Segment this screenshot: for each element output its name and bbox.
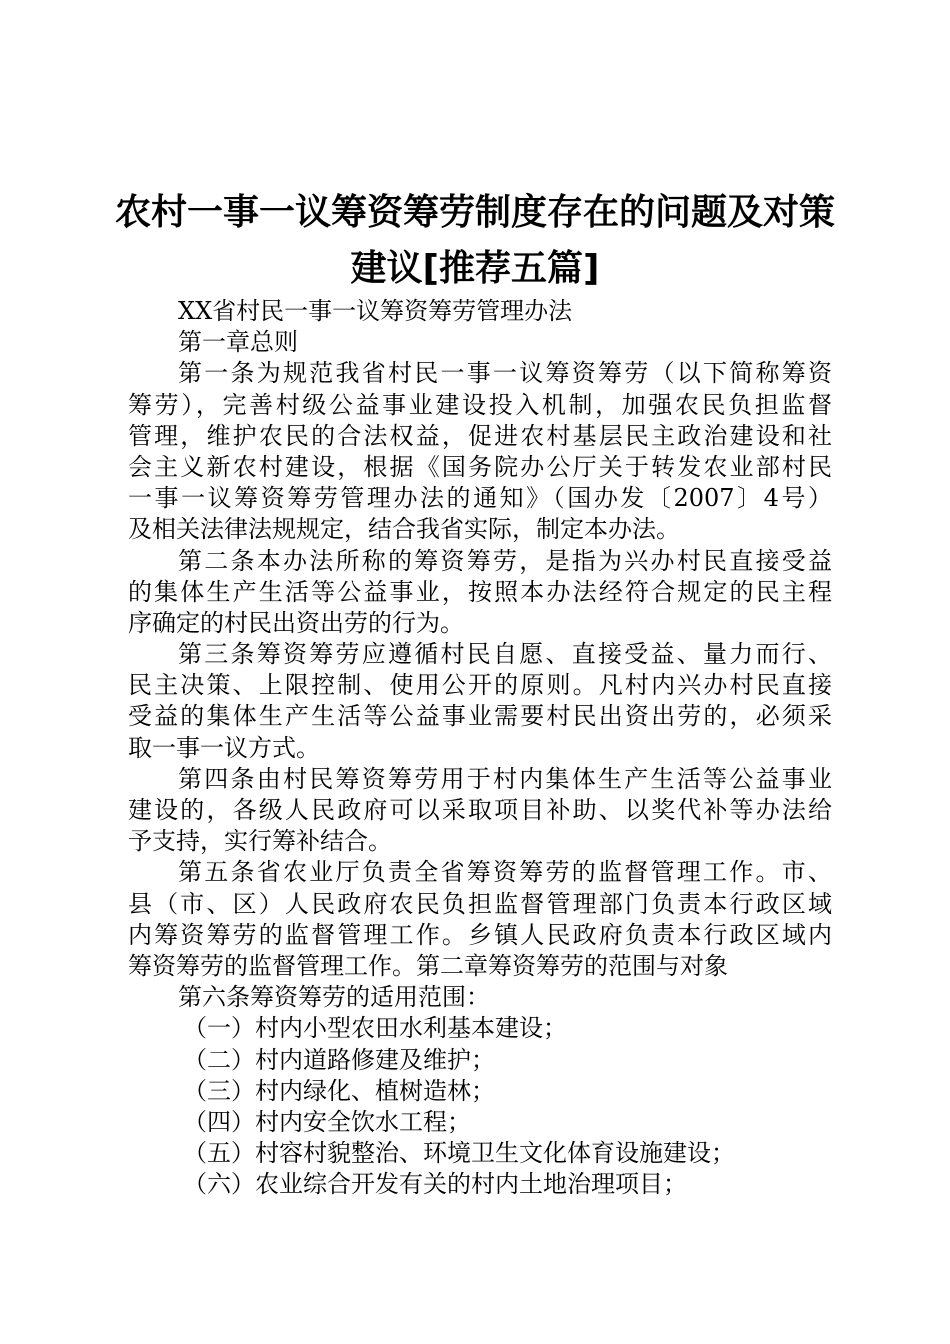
document-body	[128, 296, 832, 1200]
document-title-line-1: 农村一事一议筹资筹劳制度存在的问题及对策	[114, 192, 835, 233]
body-line: XX省村民一事一议筹资筹劳管理办法	[178, 297, 573, 325]
body-line: 一事一议筹资筹劳管理办法的通知》（国办发〔2007〕4号）	[128, 484, 832, 513]
body-line: 第二条本办法所称的筹资筹劳，是指为兴办村民直接受益	[178, 546, 832, 575]
body-line: 序确定的村民出资出劳的行为。	[128, 608, 464, 637]
body-line: 管理，维护农民的合法权益，促进农村基层民主政治建设和社	[128, 421, 832, 450]
body-line: 筹资筹劳的监督管理工作。第二章筹资筹劳的范围与对象	[128, 951, 728, 980]
list-item: （五）村容村貌整治、环境卫生文化体育设施建设；	[183, 1139, 735, 1168]
list-item: （六）农业综合开发有关的村内土地治理项目；	[183, 1170, 687, 1199]
body-line: 取一事一议方式。	[128, 733, 320, 762]
list-item: （一）村内小型农田水利基本建设；	[183, 1014, 567, 1043]
document-title-line-2: 建议[推荐五篇]	[350, 248, 600, 289]
list-item: （四）村内安全饮水工程；	[183, 1107, 471, 1136]
body-line: 予支持，实行筹补结合。	[128, 827, 392, 856]
body-line: 民主决策、上限控制、使用公开的原则。凡村内兴办村民直接	[128, 671, 832, 700]
body-line: 第六条筹资筹劳的适用范围：	[178, 983, 490, 1012]
body-line: 第三条筹资筹劳应遵循村民自愿、直接受益、量力而行、	[178, 640, 832, 669]
body-line: 第四条由村民筹资筹劳用于村内集体生产生活等公益事业	[178, 764, 832, 793]
body-line: 第一章总则	[178, 328, 298, 357]
body-line: 的集体生产生活等公益事业，按照本办法经符合规定的民主程	[128, 577, 832, 606]
body-line: 建设的，各级人民政府可以采取项目补助、以奖代补等办法给	[128, 796, 832, 824]
body-line: 会主义新农村建设，根据《国务院办公厅关于转发农业部村民	[128, 452, 832, 481]
body-line: 第一条为规范我省村民一事一议筹资筹劳（以下简称筹资	[178, 359, 832, 388]
body-line: 及相关法律法规规定，结合我省实际，制定本办法。	[128, 515, 680, 544]
body-line: 县（市、区）人民政府农民负担监督管理部门负责本行政区域	[128, 889, 832, 918]
body-line: 受益的集体生产生活等公益事业需要村民出资出劳的，必须采	[128, 702, 832, 731]
body-line: 第五条省农业厅负责全省筹资筹劳的监督管理工作。市、	[178, 858, 832, 887]
list-item: （三）村内绿化、植树造林；	[183, 1076, 495, 1105]
body-line: 筹劳），完善村级公益事业建设投入机制，加强农民负担监督	[128, 390, 832, 419]
body-line: 内筹资筹劳的监督管理工作。乡镇人民政府负责本行政区域内	[128, 920, 832, 949]
list-item: （二）村内道路修建及维护；	[183, 1045, 495, 1074]
